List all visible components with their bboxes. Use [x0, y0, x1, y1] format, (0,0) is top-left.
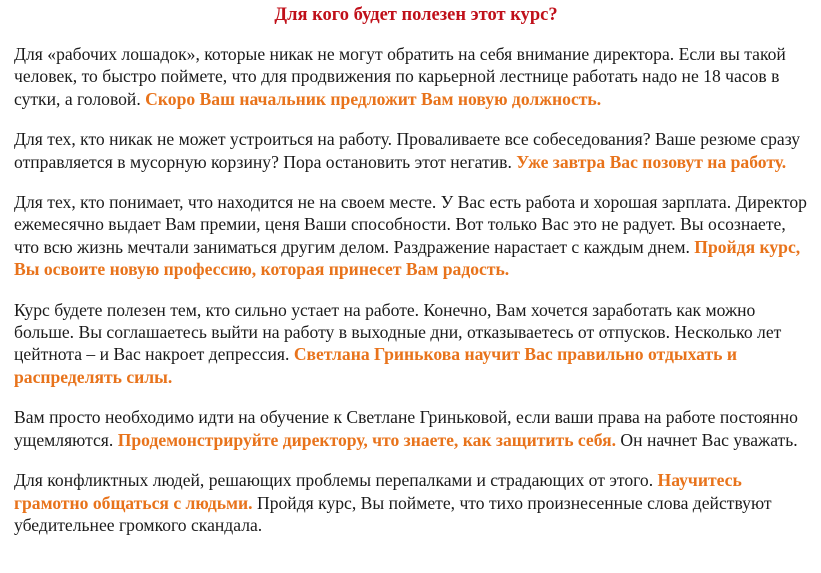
- paragraph-text: Вам просто необходимо идти на обучение к Светлане Гриньковой, если ваши права на работе постоянно ущемляются.: [14, 407, 798, 450]
- paragraph-highlight: Пройдя курс, Вы освоите новую профессию, которая принесет Вам радость.: [14, 236, 801, 280]
- paragraph-highlight: Светлана Гринькова научит Вас правильно отдыхать и распределять силы.: [14, 344, 737, 387]
- paragraph-conflict: [14, 469, 814, 536]
- paragraph-text: Для «рабочих лошадок», которые никак не могут обратить на себя внимание директора. Если вы такой человек, то быстро поймете, что для продвижения по карьерной лестнице работать надо не 18 часов в сутки, а головой.: [14, 44, 786, 109]
- article: [14, 0, 814, 536]
- paragraph-text: Для тех, кто понимает, что находится не на своем месте. У Вас есть работа и хорошая зарплата. Директор ежемесячно выдает Вам премии, ценя Ваши способности. Вот только Вас это не радует. Вы осознаете, что всю жизнь мечтали заниматься другим делом. Раздражение нарастает с каждым днем.: [14, 192, 807, 257]
- paragraph-highlight: Научитесь грамотно общаться с людьми.: [14, 470, 742, 513]
- page-title: Для кого будет полезен этот курс?: [274, 5, 558, 25]
- paragraph-workhorses: [14, 43, 814, 110]
- paragraph-tired: [14, 299, 814, 389]
- paragraph-highlight: Скоро Ваш начальник предложит Вам новую должность.: [145, 88, 602, 109]
- paragraph-wrong-place: [14, 191, 814, 281]
- paragraph-highlight: Уже завтра Вас позовут на работу.: [516, 151, 787, 172]
- paragraph-text-after: Он начнет Вас уважать.: [620, 429, 798, 450]
- paragraph-text: Для конфликтных людей, решающих проблемы перепалками и страдающих от этого.: [14, 470, 654, 491]
- paragraph-text: Для тех, кто никак не может устроиться на работу. Проваливаете все собеседования? Ваше резюме сразу отправляется в мусорную корзину? Пора остановить этот негатив.: [14, 129, 801, 172]
- paragraph-rights: [14, 406, 814, 451]
- paragraph-text-after: Пройдя курс, Вы поймете, что тихо произнесенные слова действуют убедительнее громкого скандала.: [14, 492, 772, 535]
- paragraph-job-seekers: [14, 128, 814, 173]
- paragraph-highlight: Продемонстрируйте директору, что знаете, как защитить себя.: [117, 429, 617, 450]
- paragraph-text: Курс будете полезен тем, кто сильно устает на работе. Конечно, Вам хочется заработать как можно больше. Вы соглашаетесь выйти на работу в выходные дни, отказываетесь от отпусков. Несколько лет цейтнота – и Вас накроет депрессия.: [14, 299, 782, 365]
